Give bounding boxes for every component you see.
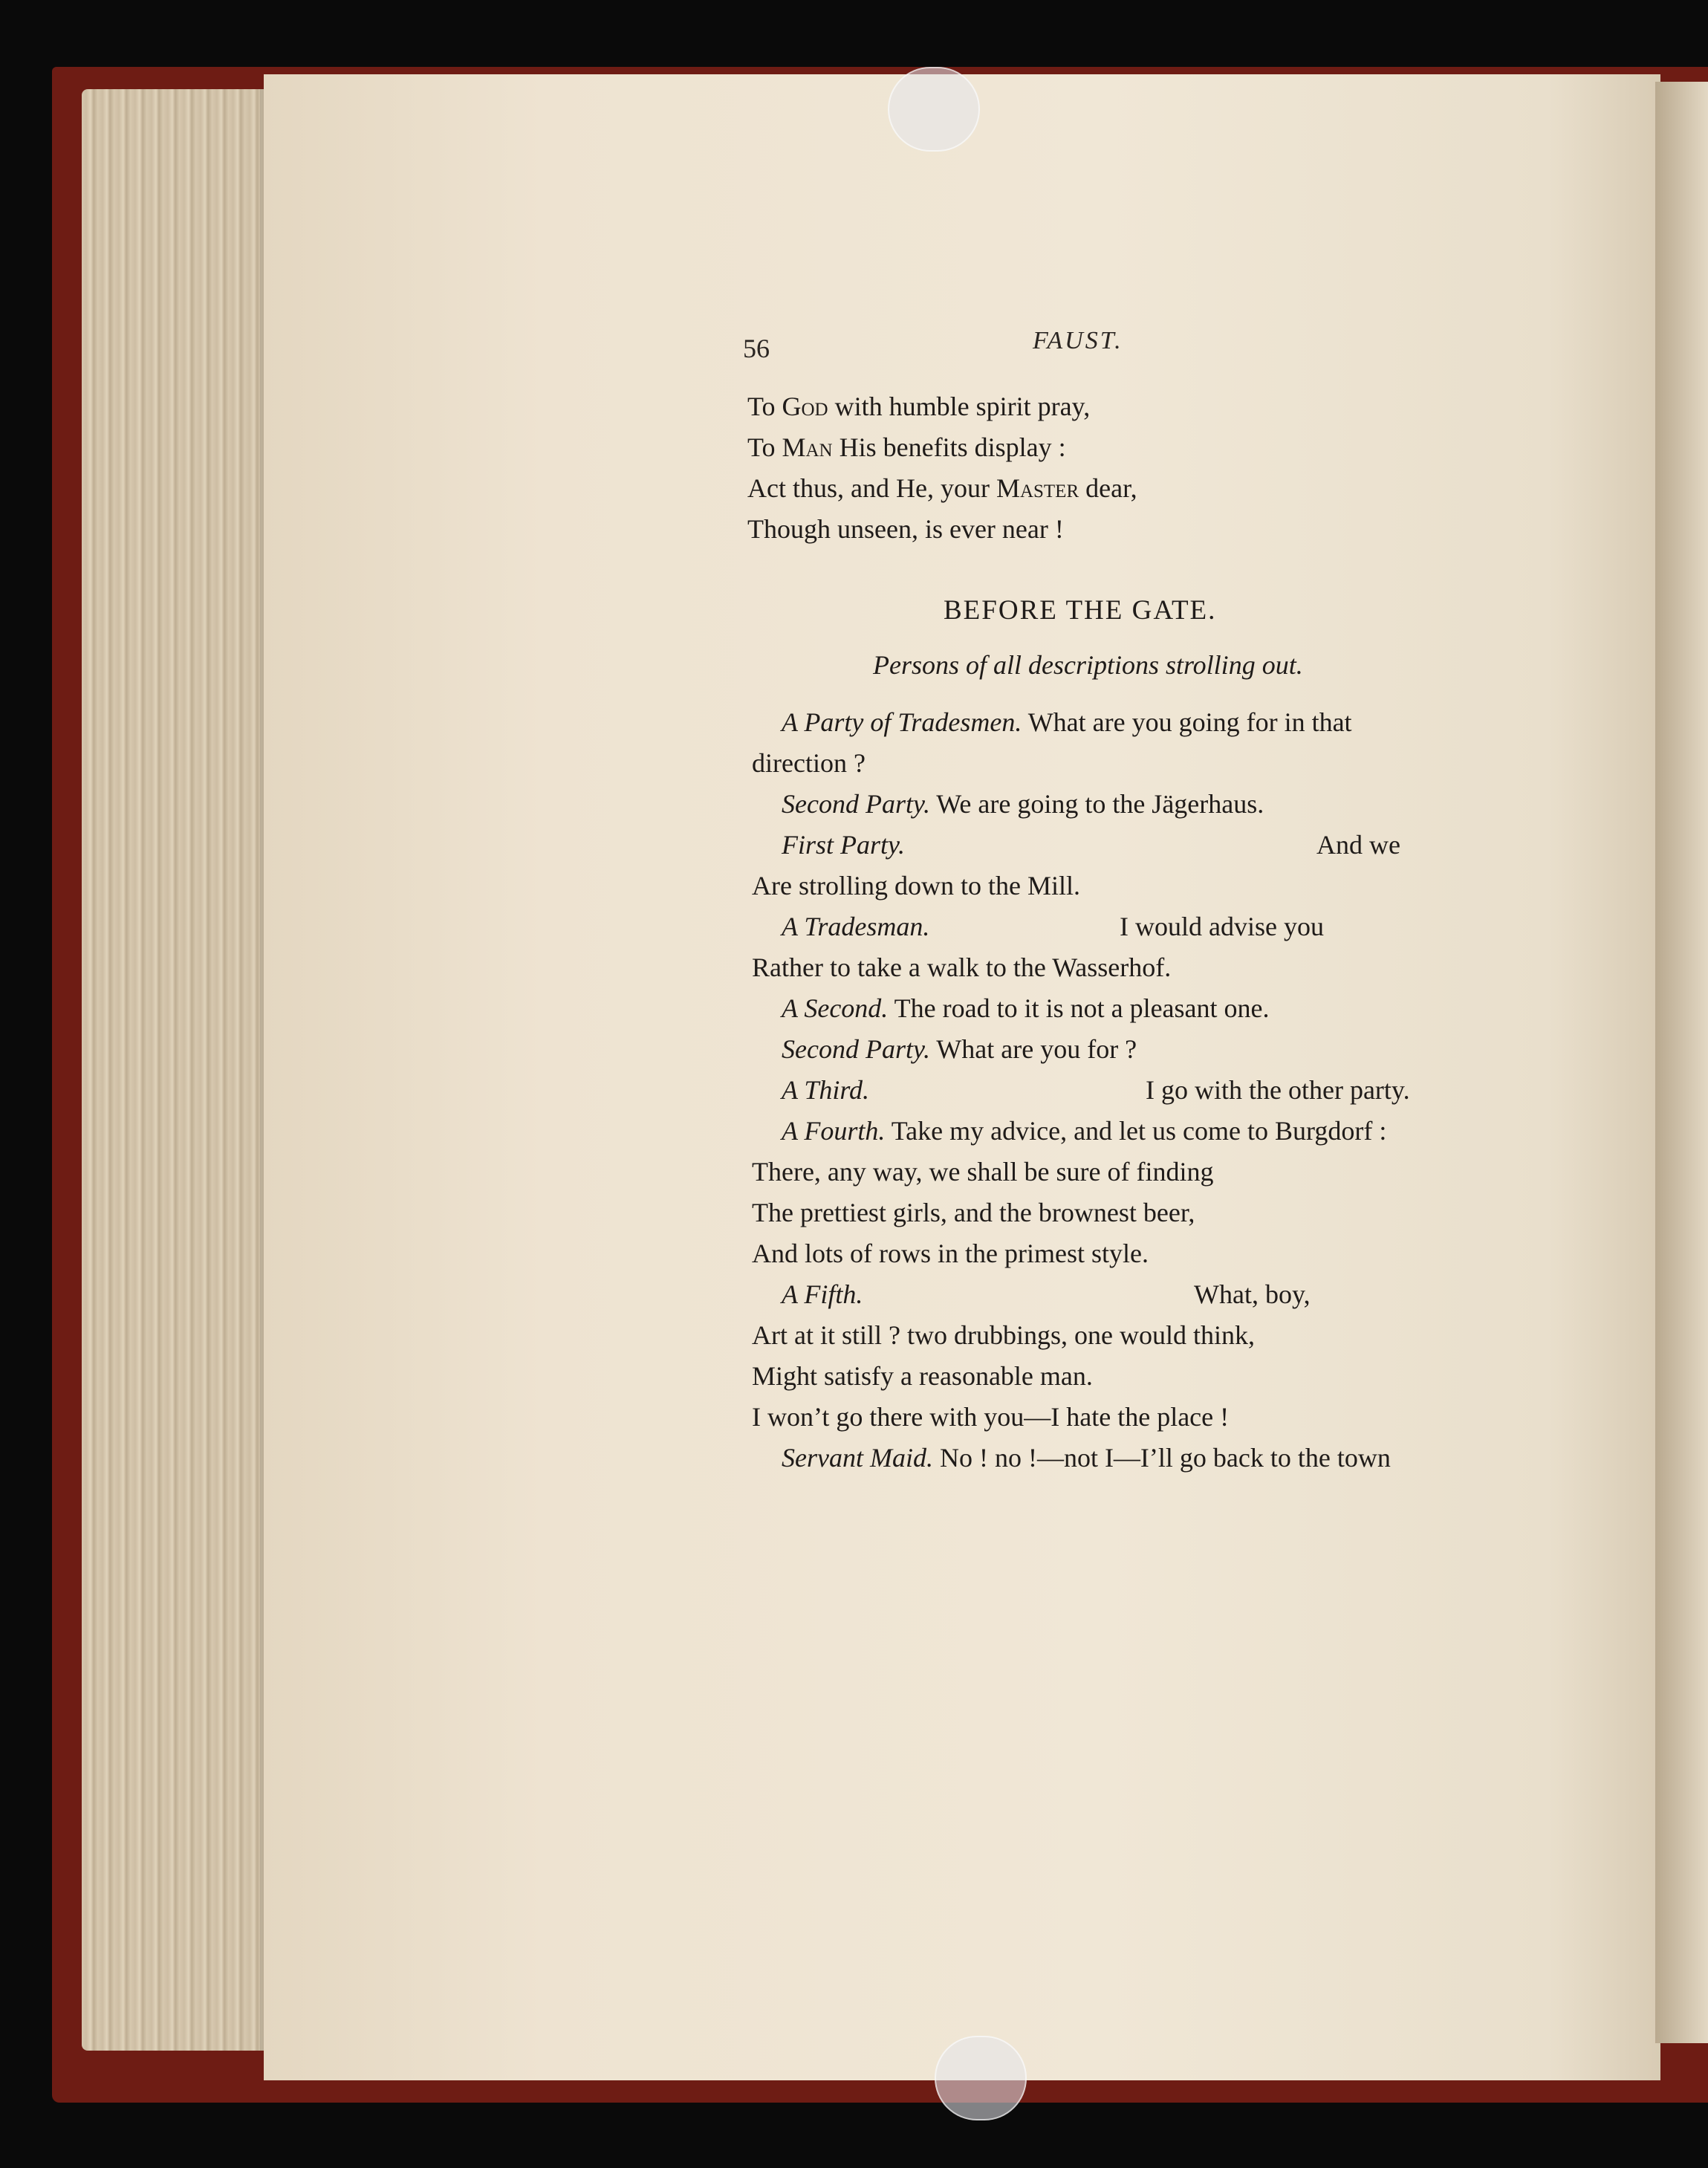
dialogue-line: A Fifth. What, boy, [782, 1279, 1311, 1309]
verse-line: To Man His benefits display : [747, 432, 1066, 462]
running-title: FAUST. [1033, 327, 1123, 354]
dialogue-line: Art at it still ? two drubbings, one would think, [752, 1320, 1255, 1350]
next-page-edge [1655, 82, 1708, 2043]
page-edges [82, 89, 290, 2051]
speaker-name: A Fourth. [782, 1116, 886, 1146]
dialogue-line: A Party of Tradesmen. What are you going for in that [782, 707, 1352, 737]
dialogue-line: A Second. The road to it is not a pleasant one. [782, 993, 1270, 1023]
closing-verse [747, 386, 1416, 550]
dialogue-line: Rather to take a walk to the Wasserhof. [752, 952, 1172, 982]
dialogue-line: And lots of rows in the primest style. [752, 1239, 1149, 1268]
speaker-name: First Party. [782, 830, 906, 860]
speaker-name: A Second. [782, 993, 889, 1023]
dialogue-line: Might satisfy a reasonable man. [752, 1361, 1093, 1391]
speaker-name: A Tradesman. [782, 912, 930, 941]
dialogue-line: Servant Maid. No ! no !—not I—I’ll go back to the town [782, 1443, 1391, 1473]
speaker-name: A Party of Tradesmen. [782, 707, 1022, 737]
speaker-name: Second Party. [782, 789, 930, 819]
page-clip-bottom [935, 2036, 1027, 2120]
dialogue-line: I won’t go there with you—I hate the place ! [752, 1402, 1230, 1432]
dialogue-line: A Third. I go with the other party. [782, 1075, 1410, 1105]
speaker-name: A Fifth. [782, 1279, 863, 1309]
stage-direction: Persons of all descriptions strolling out. [873, 650, 1303, 680]
verse-line: Though unseen, is ever near ! [747, 514, 1064, 544]
dialogue-line: A Tradesman. I would advise you [782, 912, 1324, 941]
dialogue-line: Second Party. We are going to the Jägerhaus. [782, 789, 1264, 819]
page-clip-top [888, 67, 980, 152]
dialogue-line: First Party. And we [782, 830, 1400, 860]
dialogue-line: Are strolling down to the Mill. [752, 871, 1080, 900]
verse-line: To God with humble spirit pray, [747, 392, 1091, 421]
speaker-name: Second Party. [782, 1034, 930, 1064]
dialogue-line: A Fourth. Take my advice, and let us come to Burgdorf : [782, 1116, 1387, 1146]
page-header [743, 327, 1434, 371]
dialogue-line: There, any way, we shall be sure of finding [752, 1157, 1214, 1187]
dialogue [752, 702, 1435, 1479]
verse-line: Act thus, and He, your Master dear, [747, 473, 1137, 503]
page-number: 56 [743, 334, 770, 363]
dialogue-line: direction ? [752, 748, 866, 778]
speaker-name: A Third. [782, 1075, 870, 1105]
speaker-name: Servant Maid. [782, 1443, 933, 1473]
dialogue-line: Second Party. What are you for ? [782, 1034, 1137, 1064]
dialogue-line: The prettiest girls, and the brownest beer, [752, 1198, 1195, 1227]
section-title: BEFORE THE GATE. [944, 595, 1217, 626]
